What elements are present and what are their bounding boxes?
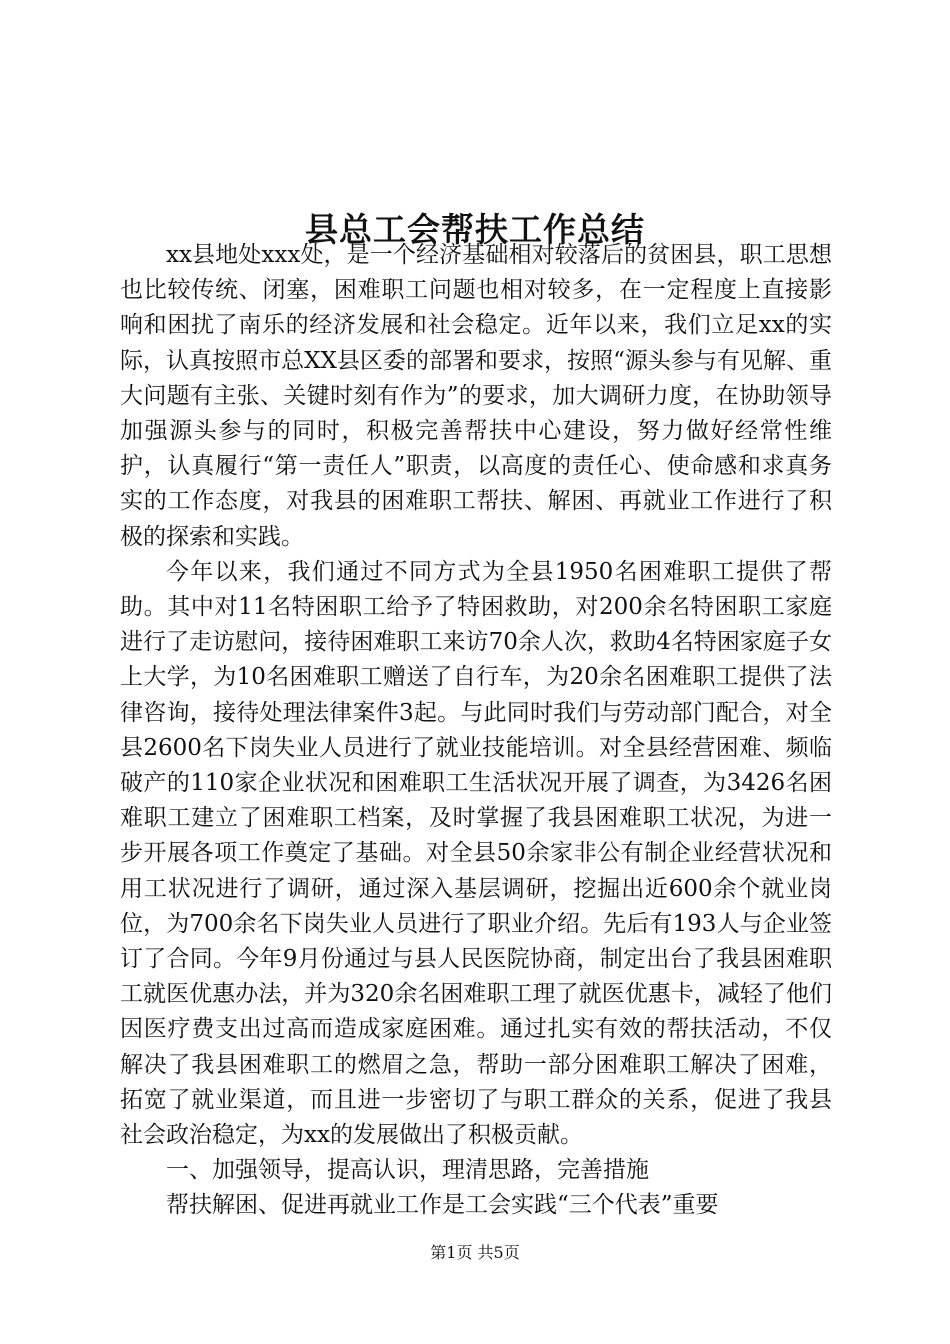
paragraph-intro: xx县地处xxx处，是一个经济基础相对较落后的贫困县，职工思想也比较传统、闭塞，困难职工问题也相对较多，在一定程度上直接影响和困扰了南乐的经济发展和社会稳定。近年以来，我们立足xx的实际，认真按照市总XX县区委的部署和要求，按照“源头参与有见解、重大问题有主张、关键时刻有作为”的要求，加大调研力度，在协助领导加强源头参与的同时，积极完善帮扶中心建设，努力做好经常性维护，认真履行“第一责任人”职责，以高度的责任心、使命感和求真务实的工作态度，对我县的困难职工帮扶、解困、再就业工作进行了积极的探索和实践。 [120, 242, 832, 550]
page-number-footer: 第1页 共5页 [430, 1243, 520, 1262]
paragraph-section-1: 帮扶解困、促进再就业工作是工会实践“三个代表”重要 [166, 1192, 719, 1219]
section-heading-1: 一、加强领导，提高认识，理清思路，完善措施 [166, 1157, 649, 1184]
document-title: 县总工会帮扶工作总结 [305, 210, 645, 250]
paragraph-achievements: 今年以来，我们通过不同方式为全县1950名困难职工提供了帮助。其中对11名特困职工给予了特困救助，对200余名特困职工家庭进行了走访慰问，接待困难职工来访70余人次，救助4名特困家庭子女上大学，为10名困难职工赠送了自行车，为20余名困难职工提供了法律咨询，接待处理法律案件3起。与此同时我们与劳动部门配合，对全县2600名下岗失业人员进行了就业技能培训。对全县经营困难、频临破产的110家企业状况和困难职工生活状况开展了调查，为3426名困难职工建立了困难职工档案，及时掌握了我县困难职工状况，为进一步开展各项工作奠定了基础。对全县50余家非公有制企业经营状况和用工状况进行了调研，通过深入基层调研，挖掘出近600余个就业岗位，为700余名下岗失业人员进行了职业介绍。先后有193人与企业签订了合同。今年9月份通过与县人民医院协商，制定出台了我县困难职工就医优惠办法，并为320余名困难职工理了就医优惠卡，减轻了他们因医疗费支出过高而造成家庭困难。通过扎实有效的帮扶活动，不仅解决了我县困难职工的燃眉之急，帮助一部分困难职工解决了困难，拓宽了就业渠道，而且进一步密切了与职工群众的关系，促进了我县社会政治稳定，为xx的发展做出了积极贡献。 [120, 558, 832, 1149]
document-body [120, 238, 832, 1224]
